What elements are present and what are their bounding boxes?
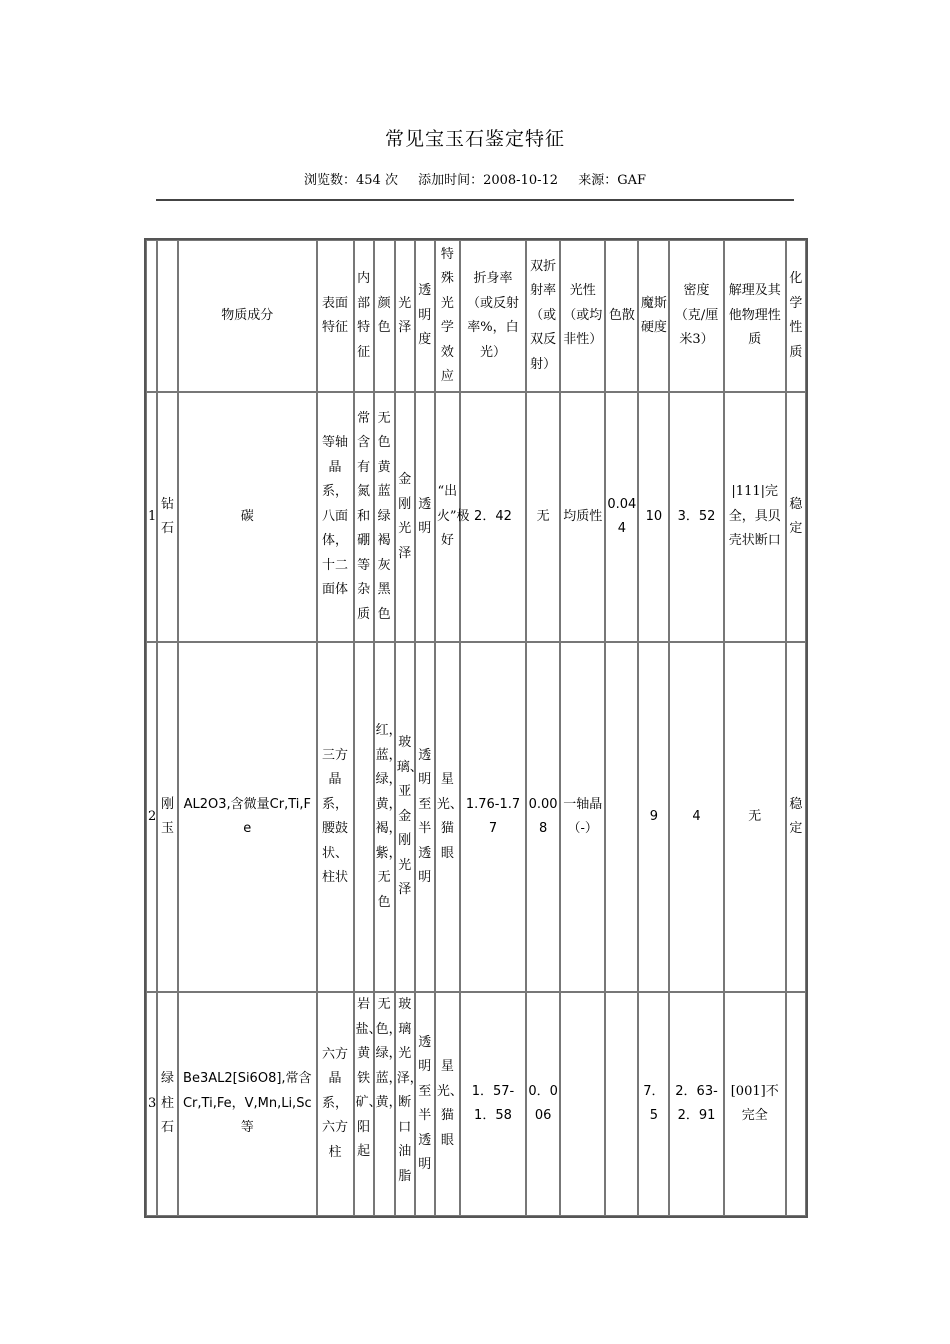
cell-refractive-index: 2．42 bbox=[460, 392, 526, 642]
header-dispersion: 色散 bbox=[605, 240, 638, 392]
cell-refractive-index: 1．57-1．58 bbox=[460, 992, 526, 1216]
cell-optical-effect: 星光、猫眼 bbox=[435, 992, 460, 1216]
cell-chemical: 稳定 bbox=[786, 642, 806, 992]
cell-cleavage: |111|完全，具贝壳状断口 bbox=[724, 392, 786, 642]
cell-name: 钻石 bbox=[157, 392, 178, 642]
cell-inner bbox=[354, 642, 374, 992]
table-row bbox=[146, 642, 806, 992]
header-name bbox=[157, 240, 178, 392]
cell-composition: AL2O3,含微量Cr,Ti,Fe bbox=[178, 642, 316, 992]
cell-optic-character: 一轴晶（-） bbox=[560, 642, 605, 992]
cell-name: 刚玉 bbox=[157, 642, 178, 992]
table-row bbox=[146, 392, 806, 642]
cell-name: 绿柱石 bbox=[157, 992, 178, 1216]
cell-inner bbox=[354, 992, 382, 1216]
header-refractive-index: 折身率（或反射率%，白光） bbox=[460, 240, 526, 392]
header-transparency: 透明度 bbox=[415, 240, 435, 392]
table-row bbox=[146, 992, 806, 1216]
header-chemical: 化学性质 bbox=[786, 240, 806, 392]
cell-color: 红，蓝，绿，黄，褐，紫，无色 bbox=[374, 642, 395, 992]
cell-density: 2．63-2．91 bbox=[669, 992, 723, 1216]
header-no bbox=[146, 240, 157, 392]
cell-transparency: 透明 bbox=[415, 392, 435, 642]
header-inner: 内部特征 bbox=[354, 240, 374, 392]
header-surface: 表面特征 bbox=[317, 240, 354, 392]
cell-chemical: 稳定 bbox=[786, 392, 806, 642]
cell-dispersion bbox=[605, 642, 638, 992]
cell-hardness: 7．5 bbox=[638, 992, 669, 1216]
cell-hardness: 9 bbox=[638, 642, 669, 992]
cell-surface: 六方晶系，六方柱 bbox=[317, 992, 354, 1216]
cell-hardness: 10 bbox=[638, 392, 669, 642]
cell-optic-character: 均质性 bbox=[560, 392, 605, 642]
header-optic-character: 光性（或均非性） bbox=[560, 240, 605, 392]
cell-cleavage: [001]不完全 bbox=[724, 992, 786, 1216]
cell-luster: 玻璃、亚金刚光泽 bbox=[395, 642, 415, 992]
cell-chemical bbox=[786, 992, 806, 1216]
header-composition: 物质成分 bbox=[178, 240, 316, 392]
cell-density: 4 bbox=[669, 642, 723, 992]
cell-birefringence: 无 bbox=[526, 392, 560, 642]
source-label: 来源：GAF bbox=[578, 173, 646, 188]
added-date: 添加时间：2008-10-12 bbox=[418, 173, 559, 188]
cell-no: 1 bbox=[146, 392, 157, 642]
cell-surface: 等轴晶系，八面体，十二面体 bbox=[317, 392, 354, 642]
cell-luster-text: 玻璃光泽，断口油脂 bbox=[396, 997, 423, 1184]
cell-birefringence: 0．006 bbox=[526, 992, 560, 1216]
cell-no: 2 bbox=[146, 642, 157, 992]
cell-optic-character bbox=[560, 992, 605, 1216]
cell-density: 3．52 bbox=[669, 392, 723, 642]
cell-transparency: 透明至半透明 bbox=[415, 992, 435, 1216]
cell-dispersion bbox=[605, 992, 638, 1216]
cell-birefringence: 0.008 bbox=[526, 642, 560, 992]
article-meta bbox=[0, 169, 950, 188]
cell-cleavage: 无 bbox=[724, 642, 786, 992]
cell-no: 3 bbox=[146, 992, 157, 1216]
cell-luster bbox=[395, 992, 423, 1216]
cell-color bbox=[374, 992, 402, 1216]
header-density: 密度（克/厘米3） bbox=[669, 240, 723, 392]
cell-composition: Be3AL2[Si6O8],常含Cr,Ti,Fe，V,Mn,Li,Sc等 bbox=[178, 992, 316, 1216]
cell-luster: 金刚光泽 bbox=[395, 392, 415, 642]
header-luster: 光泽 bbox=[395, 240, 415, 392]
page-title: 常见宝玉石鉴定特征 bbox=[384, 128, 565, 150]
cell-refractive-index: 1.76-1.77 bbox=[460, 642, 526, 992]
header-hardness: 魔斯硬度 bbox=[638, 240, 669, 392]
cell-color: 无色黄蓝绿褐灰黑色 bbox=[374, 392, 395, 642]
header-divider bbox=[156, 199, 794, 201]
gem-identification-table bbox=[144, 238, 808, 1218]
cell-composition: 碳 bbox=[178, 392, 316, 642]
cell-inner: 常含有氮和硼等杂质 bbox=[354, 392, 374, 642]
cell-surface: 三方晶系，腰鼓状、柱状 bbox=[317, 642, 354, 992]
cell-inner-text: 岩盐、黄铁矿、阳起 bbox=[355, 997, 382, 1159]
cell-transparency: 透明至半透明 bbox=[415, 642, 435, 992]
cell-dispersion: 0.044 bbox=[605, 392, 638, 642]
cell-optical-effect: 星光、猫眼 bbox=[435, 642, 460, 992]
table-header-row bbox=[146, 240, 806, 392]
view-count: 浏览数：454 次 bbox=[304, 173, 398, 188]
cell-optical-effect: “出火”极好 bbox=[435, 392, 460, 642]
cell-color-text: 无色，绿，蓝，黄， bbox=[375, 997, 402, 1110]
header-cleavage: 解理及其他物理性质 bbox=[724, 240, 786, 392]
header-birefringence: 双折射率（或双反射） bbox=[526, 240, 560, 392]
header-color: 颜色 bbox=[374, 240, 395, 392]
header-optical-effect: 特殊光学效应 bbox=[435, 240, 460, 392]
